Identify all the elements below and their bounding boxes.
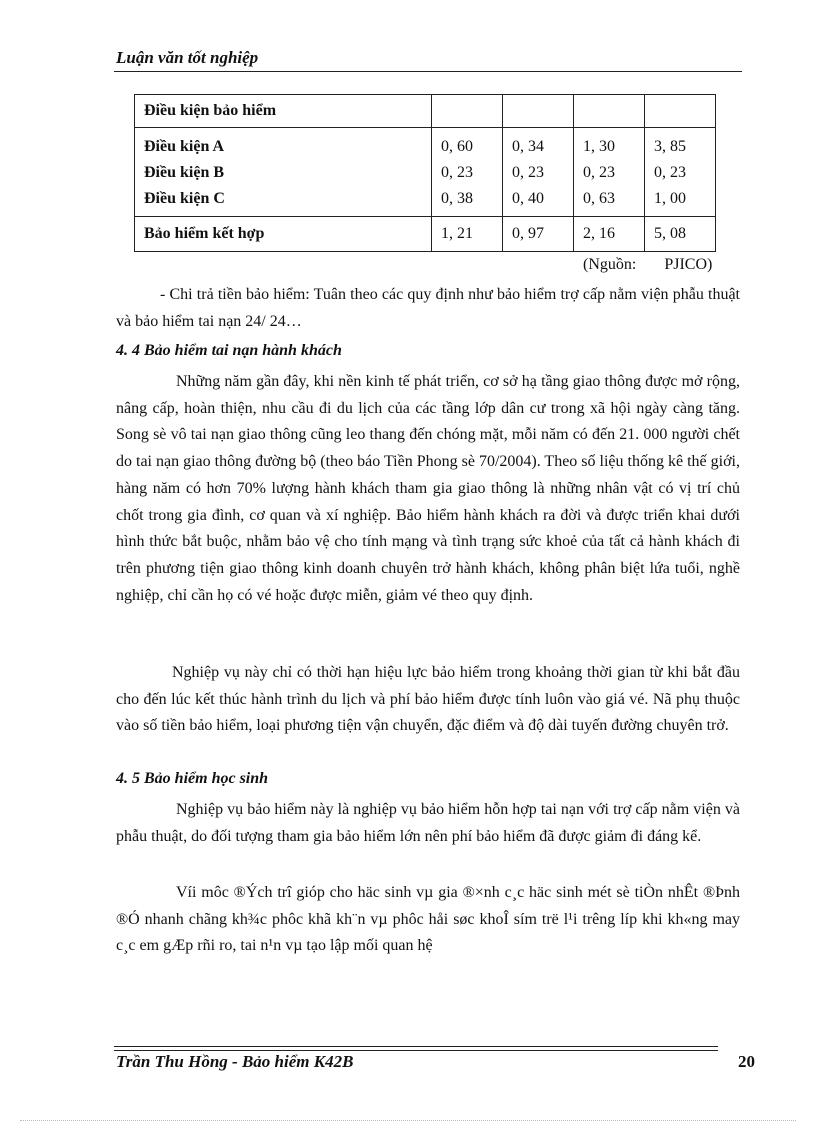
table-cell bbox=[503, 95, 574, 128]
section-heading-4-5: 4. 5 Bảo hiểm học sinh bbox=[116, 770, 269, 787]
table-cell: 1, 30 bbox=[574, 128, 645, 161]
table-cell: 0, 23 bbox=[503, 160, 574, 186]
table-header-label: Điều kiện bảo hiểm bbox=[135, 95, 432, 128]
table-cell: 1, 00 bbox=[645, 186, 716, 217]
table-cell: 5, 08 bbox=[645, 217, 716, 252]
section-heading-4-4: 4. 4 Bảo hiểm tai nạn hành khách bbox=[116, 342, 342, 359]
footer-divider bbox=[114, 1050, 718, 1051]
page-edge-dots bbox=[20, 1120, 796, 1121]
table-cell: 0, 23 bbox=[574, 160, 645, 186]
row-label: Điều kiện C bbox=[135, 186, 432, 217]
table-cell: 0, 60 bbox=[432, 128, 503, 161]
payment-paragraph: - Chi trả tiền bảo hiểm: Tuân theo các quy định như bảo hiểm trợ cấp nằm viện phẫu thuật và bảo hiểm tai nạn 24/ 24… bbox=[116, 286, 740, 330]
table-total-row bbox=[135, 217, 716, 252]
table-row bbox=[135, 160, 716, 186]
student-insurance-paragraph-2: Víi môc ®Ých trî gióp cho häc sinh vµ gia ®×nh c¸c häc sinh mét sè tiÒn nhÊt ®Þnh ®Ó nhanh chãng kh¾c phôc khã kh¨n vµ phôc håi søc khoÎ sím trë l¹i trêng líp khi kh«ng may c¸c em gÆp rñi ro, tai n¹n vµ tạo lập mối quan hệ bbox=[116, 884, 740, 955]
table-cell bbox=[432, 95, 503, 128]
table-cell bbox=[645, 95, 716, 128]
row-label: Điều kiện B bbox=[135, 160, 432, 186]
table-cell: 0, 40 bbox=[503, 186, 574, 217]
table-cell: 0, 23 bbox=[432, 160, 503, 186]
total-label: Bảo hiểm kết hợp bbox=[135, 217, 432, 252]
table-header-row bbox=[135, 95, 716, 128]
table-cell: 0, 23 bbox=[645, 160, 716, 186]
table-cell: 0, 38 bbox=[432, 186, 503, 217]
insurance-rate-table bbox=[134, 94, 716, 252]
table-cell: 1, 21 bbox=[432, 217, 503, 252]
table-row bbox=[135, 128, 716, 161]
header-divider bbox=[114, 71, 742, 72]
passenger-insurance-paragraph-2: Nghiệp vụ này chỉ có thời hạn hiệu lực bảo hiểm trong khoảng thời gian từ khi bắt đầu cho đến lúc kết thúc hành trình du lịch và phí bảo hiểm được tính luôn vào giá vé. Nã phụ thuộc vào số tiền bảo hiểm, loại phương tiện vận chuyển, đặc điểm và độ dài tuyến đường chuyên trở. bbox=[116, 664, 740, 735]
table-cell: 3, 85 bbox=[645, 128, 716, 161]
passenger-insurance-paragraph-1: Những năm gần đây, khi nền kinh tế phát triển, cơ sở hạ tầng giao thông được mở rộng, nâng cấp, hoàn thiện, nhu cầu đi du lịch của các tầng lớp dân cư trong xã hội ngày càng tăng. Song sè vô tai nạn giao thông cũng leo thang đến chóng mặt, mỗi năm có đến 21. 000 người chết do tai nạn giao thông đường bộ (theo báo Tiền Phong sè 70/2004). Theo số liệu thống kê thế giới, hàng năm có hơn 70% lượng hành khách tham gia giao thông là những nhân vật có vị trí chủ chốt trong gia đình, cơ quan và xí nghiệp. Bảo hiểm hành khách ra đời và được triển khai dưới hình thức bắt buộc, nhằm bảo vệ cho tính mạng và tình trạng sức khoẻ của tất cả hành khách đi trên phương tiện giao thông kinh doanh chuyên trở hành khách, không phân biệt lứa tuổi, nghề nghiệp, chỉ cần họ có vé hoặc được miễn, giảm vé theo quy định. bbox=[116, 373, 740, 604]
table-cell: 0, 34 bbox=[503, 128, 574, 161]
table-cell: 0, 97 bbox=[503, 217, 574, 252]
table-cell bbox=[574, 95, 645, 128]
table-cell: 2, 16 bbox=[574, 217, 645, 252]
header-title: Luận văn tốt nghiệp bbox=[116, 48, 259, 67]
student-insurance-paragraph-1: Nghiệp vụ bảo hiểm này là nghiệp vụ bảo hiểm hỗn hợp tai nạn với trợ cấp nằm viện và phẫu thuật, do đối tượng tham gia bảo hiểm lớn nên phí bảo hiểm đã được giảm đi đáng kể. bbox=[116, 801, 740, 845]
table-cell: 0, 63 bbox=[574, 186, 645, 217]
footer-author: Trần Thu Hồng - Bảo hiểm K42B bbox=[116, 1052, 354, 1071]
table-row bbox=[135, 186, 716, 217]
footer-divider bbox=[114, 1046, 718, 1047]
table-source: (Nguồn: PJICO) bbox=[583, 256, 713, 273]
row-label: Điều kiện A bbox=[135, 128, 432, 161]
page-number: 20 bbox=[738, 1052, 755, 1071]
